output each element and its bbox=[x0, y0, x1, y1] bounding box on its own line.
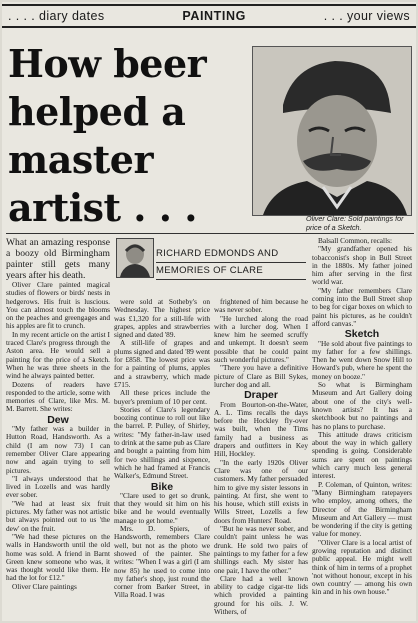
headline-line: How beer bbox=[8, 41, 207, 86]
paragraph: So what is Birmingham Museum and Art Gallery doing about one of the city's well-known artists? It has a sketchbook but no paintings and has no plans to purchase. bbox=[312, 380, 412, 431]
header-painting: PAINTING bbox=[182, 9, 246, 23]
paragraph: This attitude draws criticism about the way in which gallery spending is going. Considerable sums are spent on paintings which carry much less general interest. bbox=[312, 429, 412, 481]
divider bbox=[6, 233, 414, 234]
article-column-3 bbox=[214, 298, 308, 621]
byline bbox=[156, 246, 306, 280]
article-column-1 bbox=[6, 237, 110, 621]
intro-paragraph: What an amazing response a boozy old Birmingham painter still gets many years after his death. bbox=[6, 237, 110, 281]
header-diary-dates: . . . . diary dates bbox=[8, 9, 105, 23]
photo-caption: Oliver Clare: Sold paintings for price of a Sketch. bbox=[306, 214, 404, 232]
byline-author: RICHARD EDMONDS AND bbox=[156, 246, 306, 263]
paragraph: All these prices include the buyer's premium of 10 per cent. bbox=[114, 388, 210, 406]
paragraph: From Bourton-on-the-Water, A. L. Tims recalls the days before the Hockley fly-over was built, when the Tims family had a business as drapers and outfitters in Key Hill, Hockley. bbox=[214, 399, 308, 459]
subhead-sketch: Sketch bbox=[344, 328, 380, 341]
portrait-illustration bbox=[253, 47, 411, 215]
paragraph: "My father was a builder in Hutton Road, Handsworth. As a child (I am now 73) I can remember Oliver Clare appearing now and again trying to sell pictures. bbox=[6, 424, 110, 475]
byline-title: MEMORIES OF CLARE bbox=[156, 263, 306, 280]
headline-line: artist . . . bbox=[8, 185, 197, 230]
paragraph: "Oliver Clare is a local artist of growing reputation and distinct public appeal. He might well think of him in terms of a prophet 'not without honour, except in his own country' — among his own kin and in his own house." bbox=[312, 537, 412, 597]
section-header bbox=[2, 4, 416, 28]
article-column-4 bbox=[312, 237, 412, 621]
paragraph: Oliver Clare paintings bbox=[12, 581, 77, 591]
paragraph: "We had these pictures on the walls in Handsworth until the old home was sold. A friend in Barnt Green knew someone who was, it was thought would like them. He had the lot for £12." bbox=[6, 531, 110, 583]
paragraph: "But he was never sober, and couldn't paint unless he was drunk. He sold two pairs of paintings to my father for a few shillings each. My sister has one pair, I have the other." bbox=[214, 524, 308, 575]
author-photo bbox=[116, 238, 154, 278]
headline-line: helped a bbox=[8, 89, 186, 134]
subhead-draper: Draper bbox=[244, 389, 278, 402]
paragraph: A still-life of grapes and plums signed and dated '89 went for £858. The lowest price was for a painting of plums, apples and a strawberry, which made £715. bbox=[114, 338, 210, 389]
paragraph: "My father remembers Clare coming into the Bull Street shop to beg for cigar boxes on which to paint his pictures, as he couldn't afford canvas." bbox=[312, 285, 412, 328]
paragraph: "I always understood that he lived in Lozells and was hardly ever sober. bbox=[6, 473, 110, 500]
paragraph: Stories of Clare's legendary boozing continue to roll out like the barrel. P. Pulley, of Shirley, writes: "My father-in-law used to drink at the same pub as Clare and bought a painting from him for two shillings and sixpence, which he had framed at Francis Walker's, Edmund Street. bbox=[114, 404, 210, 481]
headline-line: master bbox=[8, 137, 153, 182]
paragraph: "We had at least six fruit pictures. My father was not artistic but always pointed out to us 'the dew' on the fruit. bbox=[6, 498, 110, 533]
subhead-dew: Dew bbox=[47, 413, 69, 426]
paragraph: "My grandfather opened his tobacconist's shop in Bull Street in the 1880s. My father joined him after serving in the first world war. bbox=[312, 244, 412, 287]
newspaper-clipping bbox=[2, 2, 416, 621]
paragraph: "He sold about five paintings to my father for a few shillings. Then he went down Snow Hill to Howard's pub, where he spent the money on booze." bbox=[312, 338, 412, 381]
article-column-2 bbox=[114, 298, 210, 621]
paragraph: "Clare used to get so drunk, that they would sit him on his bike and he would eventually manage to get home." bbox=[114, 490, 210, 525]
paragraph: Clare had a well known ability to cadge cigar-tte lids which provided a painting ground for his oils. J. W. Withers, of bbox=[214, 573, 308, 616]
paragraph: "He lurched along the road with a lurcher dog. When I knew him he seemed scruffy and unkempt. It doesn't seem possible that he could paint such wonderful pictures." bbox=[214, 313, 308, 365]
headline bbox=[8, 40, 248, 232]
paragraph: Dozens of readers have responded to the article, some with memories of Clare, like Mrs. M. M. Barrett. She writes: bbox=[6, 379, 110, 414]
author-illustration bbox=[117, 239, 153, 277]
header-your-views: . . . your views bbox=[323, 9, 410, 23]
paragraph: Balsall Common, recalls: bbox=[318, 237, 392, 245]
paragraph: "In the early 1920s Oliver Clare was one of our customers. My father persuaded him to give my sister lessons in painting. At first, she went to his house, which still exists in Wills Street, Lozells a few doors from Hunters' Road. bbox=[214, 457, 308, 525]
paragraph: P. Coleman, of Quinton, writes: "Many Birmingham ratepayers who employ, among others, the Director of the Birmingham Museum and Art Gallery — must be wondering if the city is getting value for money. bbox=[312, 479, 412, 539]
paragraph: Mrs. D. Spiers, of Handsworth, remembers Clare well, but not as the photo we showed of the painter. She writes: "When I was a girl (I am now 85) he used to come into my father's shop, just round the corner from Barker Street, in Villa Road. I was bbox=[114, 524, 210, 600]
oliver-clare-portrait bbox=[252, 46, 412, 216]
paragraph: frightened of him because he was never sober. bbox=[214, 298, 308, 315]
subhead-bike: Bike bbox=[150, 480, 174, 493]
paragraph: were sold at Sotheby's on Wednesday. The highest price was £1,320 for a still-life with grapes, apples and strawberries signed and dated '89. bbox=[114, 298, 210, 340]
paragraph: In my recent article on the artist I traced Clare's progress through the Aston area. He would sell a painting for the price of a Sketch. When he was three sheets in the wind he always painted better. bbox=[6, 329, 110, 381]
paragraph: "There you have a definitive picture of Clare as Bill Sykes, lurcher dog and all. bbox=[214, 363, 308, 389]
paragraph: Oliver Clare painted magical studies of flowers or birds' nests in hedgerows. His fruit is luscious. You can almost touch the blooms on the peaches and greengages and his apples are fit to crunch. bbox=[6, 280, 110, 331]
